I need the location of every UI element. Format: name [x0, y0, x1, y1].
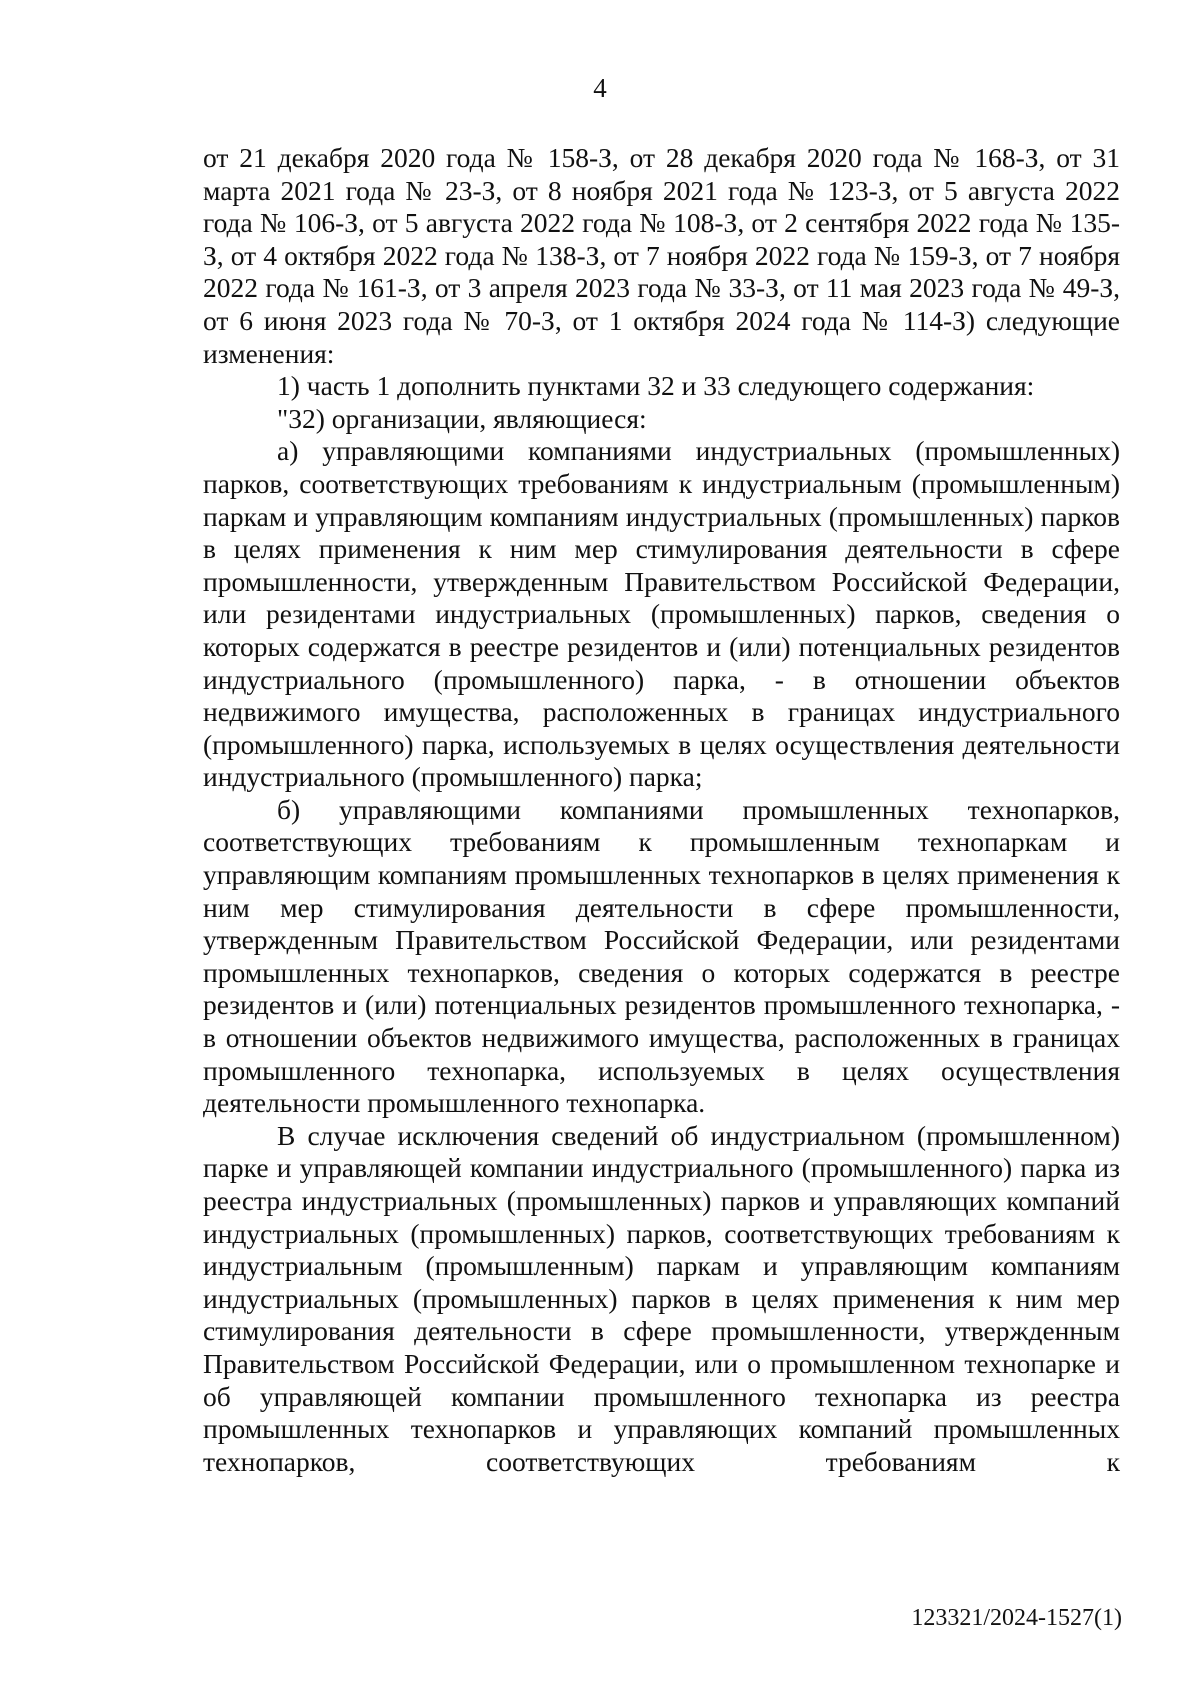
- paragraph-law-references: от 21 декабря 2020 года № 158-З, от 28 декабря 2020 года № 168-З, от 31 марта 2021 года № 23-З, от 8 ноября 2021 года № 123-З, от 5 августа 2022 года № 106-З, от 5 августа 2022 года № 108-З, от 2 сентября 2022 года № 135-З, от 4 октября 2022 года № 138-З, от 7 ноября 2022 года № 159-З, от 7 ноября 2022 года № 161-З, от 3 апреля 2023 года № 33-З, от 11 мая 2023 года № 49-З, от 6 июня 2023 года № 70-З, от 1 октября 2024 года № 114-З) следующие изменения:: [203, 142, 1120, 369]
- document-number: 123321/2024-1527(1): [911, 1605, 1122, 1631]
- paragraph-subitem-b: б) управляющими компаниями промышленных технопарков, соответствующих требованиям к промышленным технопаркам и управляющим компаниям промышленных технопарков в целях применения к ним мер стимулирования деятельности в сфере промышленности, утвержденным Правительством Российской Федерации, или резидентами промышленных технопарков, сведения о которых содержатся в реестре резидентов и (или) потенциальных резидентов промышленного технопарка, - в отношении объектов недвижимого имущества, расположенных в границах промышленного технопарка, используемых в целях осуществления деятельности промышленного технопарка.: [203, 793, 1120, 1119]
- paragraph-exclusion-case: В случае исключения сведений об индустриальном (промышленном) парке и управляющей компании индустриального (промышленного) парка из реестра индустриальных (промышленных) парков и управляющих компаний индустриальных (промышленных) парков, соответствующих требованиям к индустриальным (промышленным) паркам и управляющим компаниям индустриальных (промышленных) парков в целях применения к ним мер стимулирования деятельности в сфере промышленности, утвержденным Правительством Российской Федерации, или о промышленном технопарке и об управляющей компании промышленного технопарка из реестра промышленных технопарков и управляющих компаний промышленных технопарков, соответствующих требованиям к: [203, 1119, 1120, 1477]
- page-number: 4: [593, 73, 607, 103]
- paragraph-item-1: 1) часть 1 дополнить пунктами 32 и 33 следующего содержания:: [277, 370, 1035, 402]
- paragraph-item-32-heading: "32) организации, являющиеся:: [277, 402, 647, 434]
- paragraph-subitem-a: а) управляющими компаниями индустриальных (промышленных) парков, соответствующих требованиям к индустриальным (промышленным) паркам и управляющим компаниям индустриальных (промышленных) парков в целях применения к ним мер стимулирования деятельности в сфере промышленности, утвержденным Правительством Российской Федерации, или резидентами индустриальных (промышленных) парков, сведения о которых содержатся в реестре резидентов и (или) потенциальных резидентов индустриального (промышленного) парка, - в отношении объектов недвижимого имущества, расположенных в границах индустриального (промышленного) парка, используемых в целях осуществления деятельности индустриального (промышленного) парка;: [203, 435, 1120, 793]
- document-body: [203, 142, 1120, 1478]
